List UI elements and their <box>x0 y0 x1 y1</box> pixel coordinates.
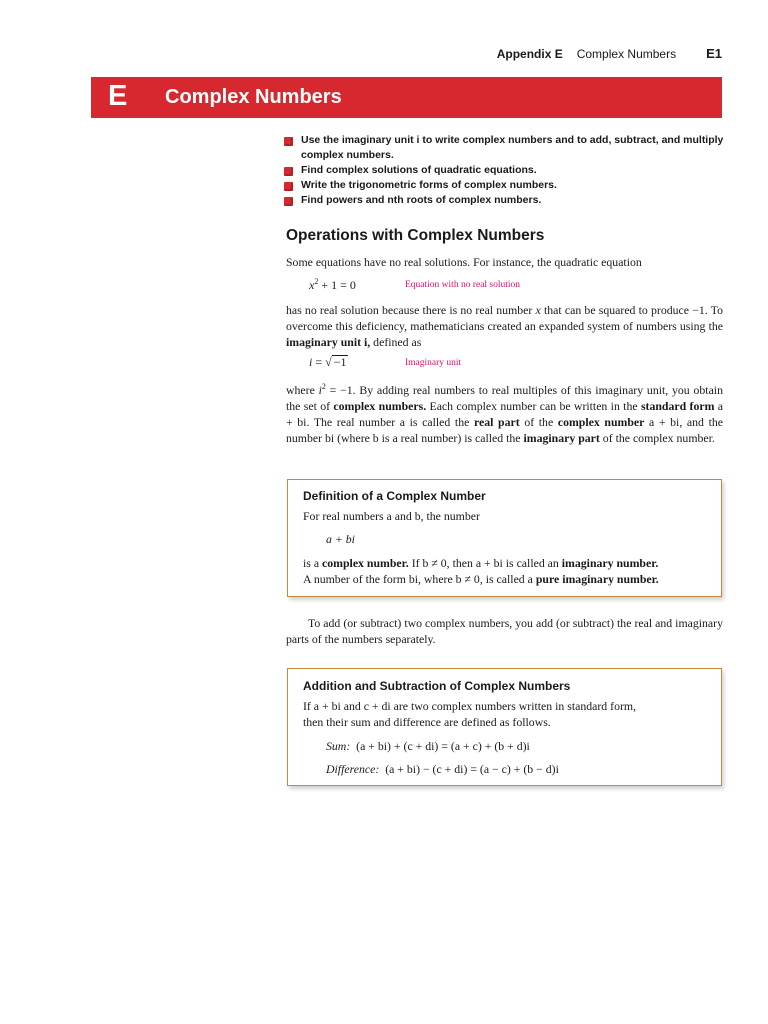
square-bullet-icon <box>284 182 293 191</box>
objective-item <box>284 163 724 178</box>
definition-box-title: Definition of a Complex Number <box>303 489 486 503</box>
objective-item <box>284 193 724 208</box>
difference-formula: Difference: (a + bi) − (c + di) = (a − c) + (b − d)i <box>326 762 559 776</box>
equation-note: Equation with no real solution <box>405 280 521 290</box>
definition-expression: a + bi <box>326 532 355 546</box>
definition-line: A number of the form bi, where b ≠ 0, is called a pure imaginary number. <box>303 572 659 586</box>
appendix-label: Appendix E <box>496 47 563 61</box>
paragraph-complex-numbers: where $i^2 = -1$. By adding real numbers to real multiples of this imaginary unit, you obtain the set of complex numbers. Each complex number can be written in the standard form a + bi. The real number a is called the real part of the complex number a + bi, and the number bi (where b is a real number) is called the imaginary part of the complex number. <box>286 382 723 445</box>
objective-text: Find complex solutions of quadratic equations. <box>301 164 537 176</box>
definition-line: is a complex number. If b ≠ 0, then a + bi is called an imaginary number. <box>303 556 659 570</box>
objective-text: Use the imaginary unit i to write complex numbers and to add, subtract, and multiply complex numbers. <box>301 134 724 161</box>
chapter-banner <box>91 77 722 118</box>
square-bullet-icon <box>284 167 293 176</box>
objective-item <box>284 178 724 193</box>
section-heading: Operations with Complex Numbers <box>286 227 545 244</box>
equation-note: Imaginary unit <box>405 358 462 368</box>
addition-line: If a + bi and c + di are two complex numbers written in standard form, <box>303 699 637 713</box>
objective-text: Write the trigonometric forms of complex numbers. <box>301 179 557 191</box>
banner-title: Complex Numbers <box>165 86 342 108</box>
paragraph-add-subtract: To add (or subtract) two complex numbers, you add (or subtract) the real and imaginary parts of the numbers separately. <box>286 616 723 646</box>
objectives-list <box>284 133 724 208</box>
paragraph-imaginary-unit: has no real solution because there is no real number x that can be squared to produce −1. To overcome this deficiency, mathematicians created an expanded system of numbers using the imaginary unit i, defined as <box>286 303 723 349</box>
objective-text: Find powers and nth roots of complex numbers. <box>301 194 542 206</box>
addition-line: then their sum and difference are defined as follows. <box>303 715 551 729</box>
intro-paragraph: Some equations have no real solutions. For instance, the quadratic equation <box>286 255 642 269</box>
definition-line: For real numbers a and b, the number <box>303 509 480 523</box>
equation-imaginary-unit: i = √ −1 <box>309 355 347 369</box>
square-bullet-icon <box>284 137 293 146</box>
page-number: E1 <box>706 46 722 61</box>
equation-no-real-solution: $x^2 + 1 = 0$ <box>309 277 356 292</box>
chapter-title: Complex Numbers <box>576 47 677 61</box>
square-bullet-icon <box>284 197 293 206</box>
running-header <box>497 46 722 61</box>
objective-item <box>284 133 724 163</box>
banner-letter: E <box>108 80 128 112</box>
addition-subtraction-box <box>287 668 722 786</box>
addition-box-title: Addition and Subtraction of Complex Numbers <box>303 679 571 693</box>
definition-box <box>287 479 722 597</box>
sum-formula: Sum: (a + bi) + (c + di) = (a + c) + (b + d)i <box>326 739 530 753</box>
